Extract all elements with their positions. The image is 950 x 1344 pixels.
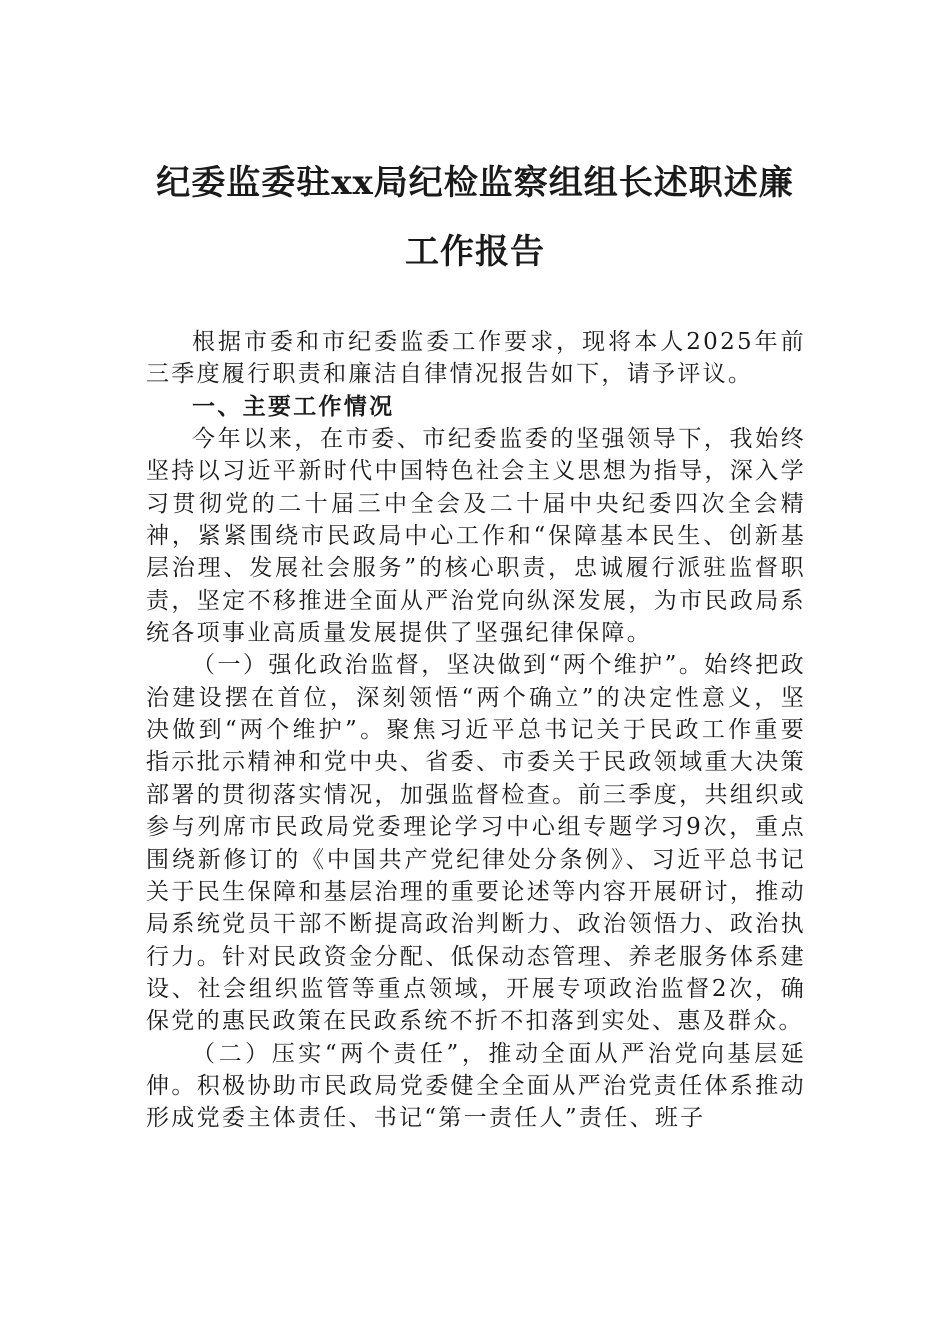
document-body xyxy=(146,326,806,1135)
document-title-line2: 工作报告 xyxy=(405,232,545,272)
subsection-paragraph-1: （一）强化政治监督，坚决做到“两个维护”。始终把政治建设摆在首位，深刻领悟“两个确立”的决定性意义，坚决做到“两个维护”。聚焦习近平总书记关于民政工作重要指示批示精神和党中央、省委、市委关于民政领域重大决策部署的贯彻落实情况，加强监督检查。前三季度，共组织或参与列席市民政局党委理论学习中心组专题学习9次，重点围绕新修订的《中国共产党纪律处分条例》、习近平总书记关于民生保障和基层治理的重要论述等内容开展研讨，推动局系统党员干部不断提高政治判断力、政治领悟力、政治执行力。针对民政资金分配、低保动态管理、养老服务体系建设、社会组织监管等重点领域，开展专项政治监督2次，确保党的惠民政策在民政系统不折不扣落到实处、惠及群众。 xyxy=(146,652,806,1035)
section-heading: 一、主要工作情况 xyxy=(192,393,395,420)
body-paragraph: 今年以来，在市委、市纪委监委的坚强领导下，我始终坚持以习近平新时代中国特色社会主义思想为指导，深入学习贯彻党的二十届三中全会及二十届中央纪委四次全会精神，紧紧围绕市民政局中心工作和“保障基本民生、创新基层治理、发展社会服务”的核心职责，忠诚履行派驻监督职责，坚定不移推进全面从严治党向纵深发展，为市民政局系统各项事业高质量发展提供了坚强纪律保障。 xyxy=(146,426,806,647)
intro-paragraph: 根据市委和市纪委监委工作要求，现将本人2025年前三季度履行职责和廉洁自律情况报告如下，请予评议。 xyxy=(146,329,806,388)
document-title-line1: 纪委监委驻xx局纪检监察组组长述职述廉 xyxy=(156,163,794,203)
subsection-paragraph-2: （二）压实“两个责任”，推动全面从严治党向基层延伸。积极协助市民政局党委健全全面从严治党责任体系推动形成党委主体责任、书记“第一责任人”责任、班子 xyxy=(146,1040,806,1132)
